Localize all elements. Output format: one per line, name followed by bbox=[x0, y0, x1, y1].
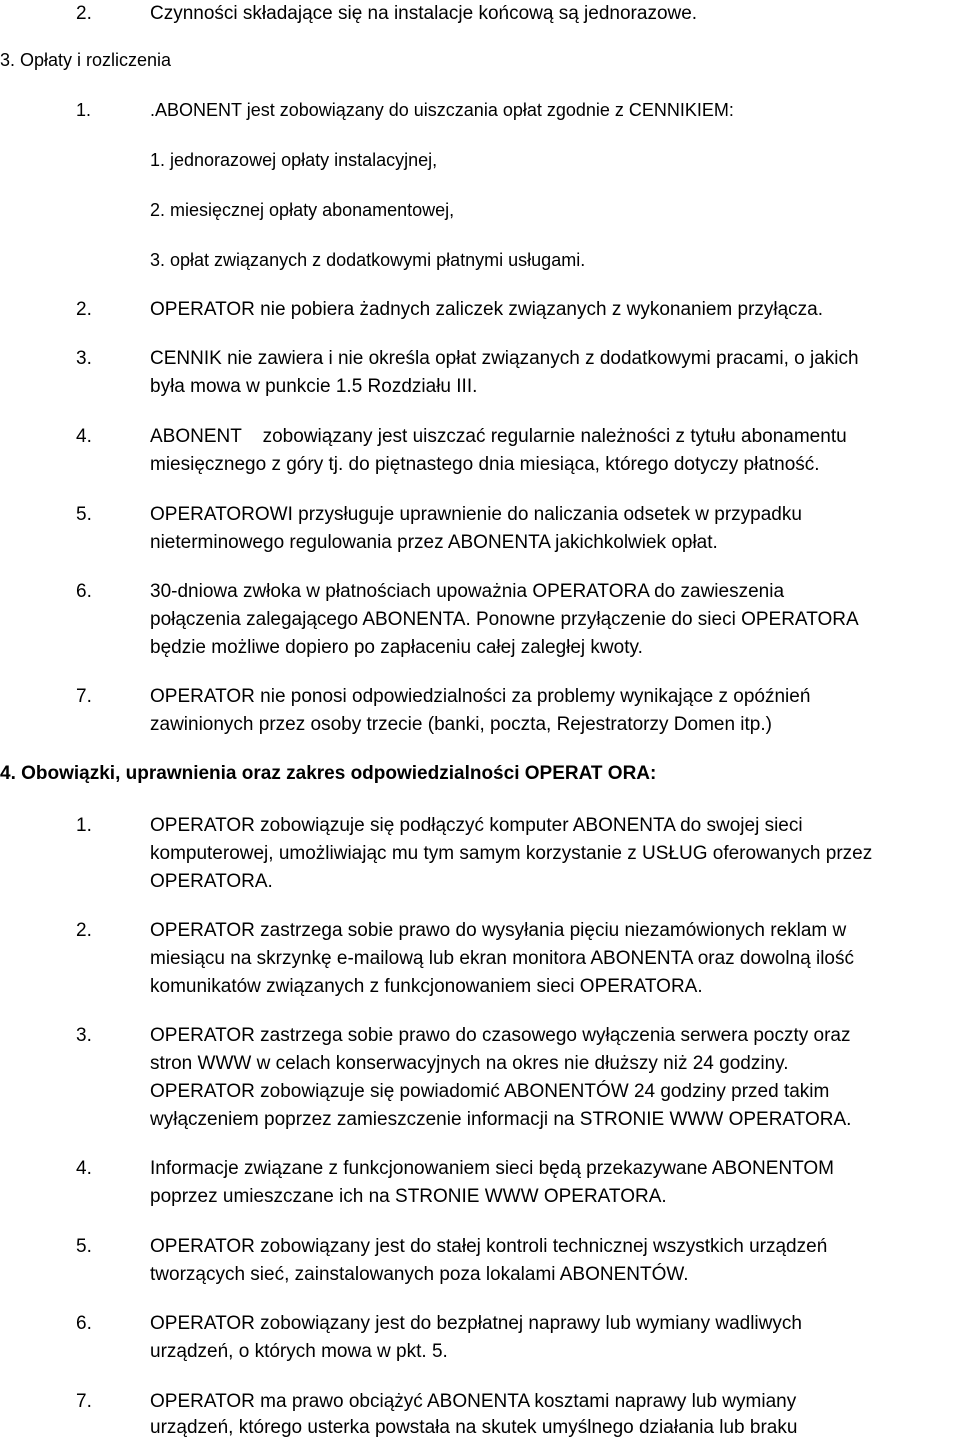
subitem-text: 1. jednorazowej opłaty instalacyjnej, bbox=[150, 150, 438, 170]
item-text: wyłączeniem poprzez zamieszczenie informacji na STRONIE WWW OPERATORA. bbox=[150, 1109, 852, 1130]
item-text: CENNIK nie zawiera i nie określa opłat związanych z dodatkowymi pracami, o jakich bbox=[150, 348, 859, 369]
item-number: 7. bbox=[76, 1391, 92, 1412]
item-text: urządzeń, którego usterka powstała na skutek umyślnego działania lub braku bbox=[150, 1417, 798, 1438]
item-text: OPERATOR zastrzega sobie prawo do wysyłania pięciu niezamówionych reklam w bbox=[150, 920, 847, 941]
item-text: 30-dniowa zwłoka w płatnościach upoważnia OPERATORA do zawieszenia bbox=[150, 581, 785, 602]
item-number: 3. bbox=[76, 1025, 92, 1046]
item-text: OPERATOR ma prawo obciążyć ABONENTA kosztami naprawy lub wymiany bbox=[150, 1391, 797, 1412]
item-text: połączenia zalegającego ABONENTA. Ponowne przyłączenie do sieci OPERATORA bbox=[150, 609, 859, 630]
item-number: 1. bbox=[76, 100, 92, 120]
subitem-text: 3. opłat związanych z dodatkowymi płatnymi usługami. bbox=[150, 250, 586, 270]
item-text: urządzeń, o których mowa w pkt. 5. bbox=[150, 1341, 448, 1362]
item-number: 4. bbox=[76, 426, 92, 447]
item-text: Czynności składające się na instalacje końcową są jednorazowe. bbox=[150, 3, 698, 24]
item-text: stron WWW w celach konserwacyjnych na okres nie dłuższy niż 24 godziny. bbox=[150, 1053, 789, 1074]
item-number: 5. bbox=[76, 1236, 92, 1257]
item-text: OPERATOR nie ponosi odpowiedzialności za problemy wynikające z opóźnień bbox=[150, 686, 811, 707]
section-heading-3: 3. Opłaty i rozliczenia bbox=[0, 50, 172, 70]
item-text: komunikatów związanych z funkcjonowaniem sieci OPERATORA. bbox=[150, 976, 703, 997]
item-text: zawinionych przez osoby trzecie (banki, poczta, Rejestratorzy Domen itp.) bbox=[150, 714, 772, 735]
item-text: miesięcznego z góry tj. do piętnastego dnia miesiąca, którego dotyczy płatność. bbox=[150, 454, 820, 475]
item-text: poprzez umieszczane ich na STRONIE WWW OPERATORA. bbox=[150, 1186, 667, 1207]
item-number: 1. bbox=[76, 815, 92, 836]
item-text: OPERATOR nie pobiera żadnych zaliczek związanych z wykonaniem przyłącza. bbox=[150, 299, 824, 320]
item-number: 2. bbox=[76, 3, 92, 24]
item-text: ABONENT zobowiązany jest uiszczać regularnie należności z tytułu abonamentu bbox=[150, 426, 847, 447]
item-text: będzie możliwe dopiero po zapłaceniu całej zaległej kwoty. bbox=[150, 637, 643, 658]
item-text: była mowa w punkcie 1.5 Rozdziału III. bbox=[150, 376, 478, 397]
item-text: OPERATOR zobowiązuje się podłączyć komputer ABONENTA do swojej sieci bbox=[150, 815, 803, 836]
item-text: .ABONENT jest zobowiązany do uiszczania opłat zgodnie z CENNIKIEM: bbox=[150, 100, 734, 120]
item-number: 4. bbox=[76, 1158, 92, 1179]
section-heading-4: 4. Obowiązki, uprawnienia oraz zakres odpowiedzialności OPERAT ORA: bbox=[0, 763, 657, 784]
item-text: OPERATOR zastrzega sobie prawo do czasowego wyłączenia serwera poczty oraz bbox=[150, 1025, 851, 1046]
item-text: OPERATOROWI przysługuje uprawnienie do naliczania odsetek w przypadku bbox=[150, 504, 802, 525]
item-text: OPERATOR zobowiązany jest do stałej kontroli technicznej wszystkich urządzeń bbox=[150, 1236, 828, 1257]
item-number: 6. bbox=[76, 1313, 92, 1334]
item-number: 3. bbox=[76, 348, 92, 369]
item-text: OPERATORA. bbox=[150, 871, 273, 892]
item-number: 6. bbox=[76, 581, 92, 602]
item-number: 5. bbox=[76, 504, 92, 525]
item-text: OPERATOR zobowiązany jest do bezpłatnej naprawy lub wymiany wadliwych bbox=[150, 1313, 802, 1334]
item-number: 2. bbox=[76, 920, 92, 941]
item-text: komputerowej, umożliwiając mu tym samym korzystanie z USŁUG oferowanych przez bbox=[150, 843, 873, 864]
subitem-text: 2. miesięcznej opłaty abonamentowej, bbox=[150, 200, 455, 220]
item-text: nieterminowego regulowania przez ABONENTA jakichkolwiek opłat. bbox=[150, 532, 718, 553]
item-text: Informacje związane z funkcjonowaniem sieci będą przekazywane ABONENTOM bbox=[150, 1158, 834, 1179]
item-text: miesiącu na skrzynkę e-mailową lub ekran monitora ABONENTA oraz dowolną ilość bbox=[150, 948, 855, 969]
item-number: 7. bbox=[76, 686, 92, 707]
item-text: tworzących sieć, zainstalowanych poza lokalami ABONENTÓW. bbox=[150, 1264, 689, 1285]
item-number: 2. bbox=[76, 299, 92, 320]
item-text: OPERATOR zobowiązuje się powiadomić ABONENTÓW 24 godziny przed takim bbox=[150, 1081, 830, 1102]
